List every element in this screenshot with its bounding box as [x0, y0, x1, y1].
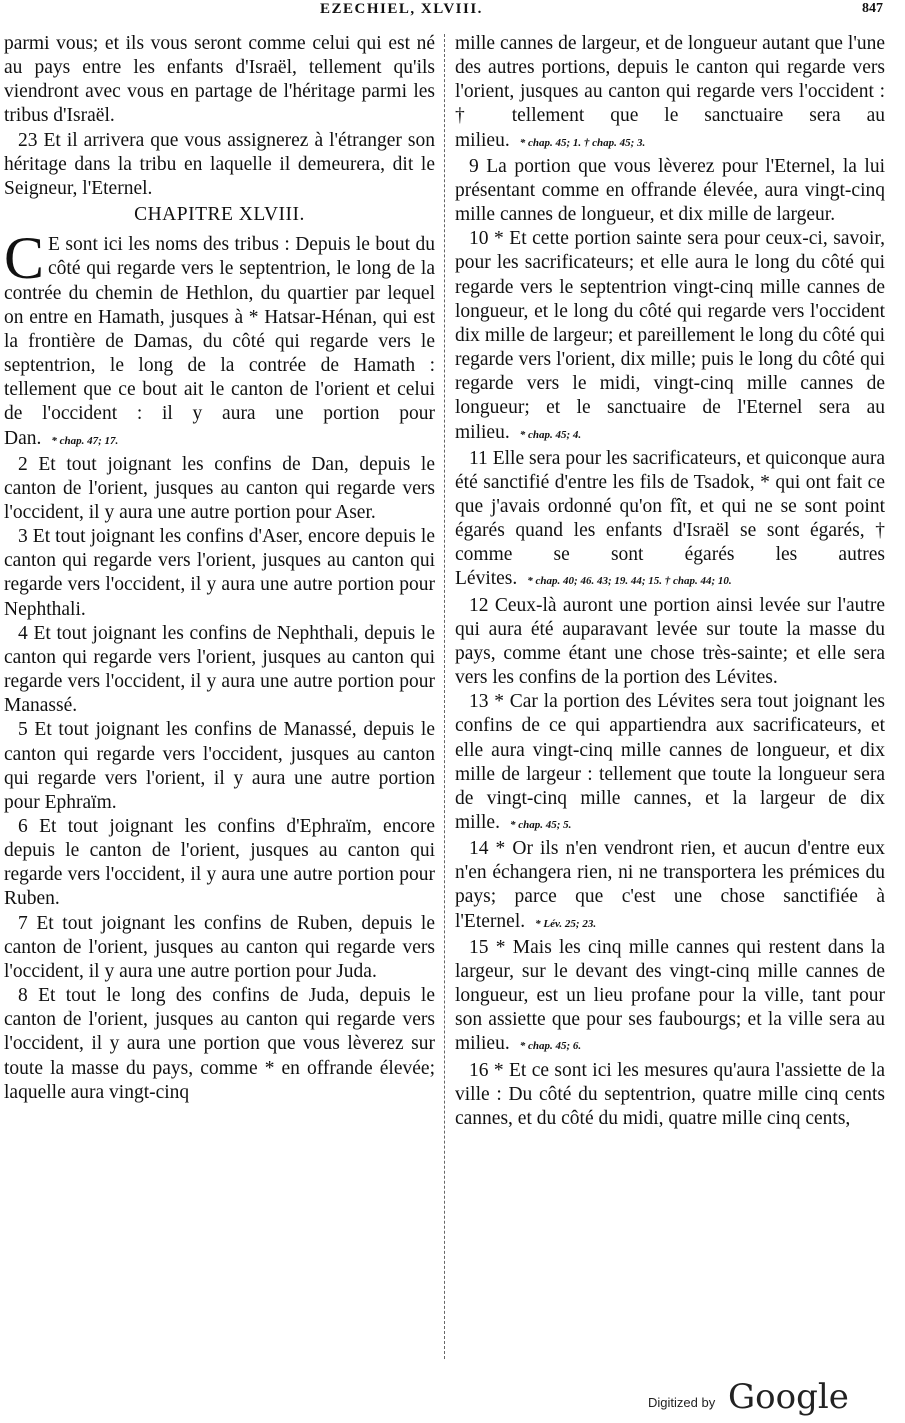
- verse-11: [455, 447, 885, 594]
- verse-12: 12 Ceux-là auront une portion ainsi levée sur l'autre qui aura été auparavant levée sur toute la masse du pays, comme étant une chose très-sainte; et elle sera vers les confins de la portion des Lévites.: [455, 594, 885, 689]
- verse-14: [455, 837, 885, 936]
- verse-15-text: 15 * Mais les cinq mille cannes qui restent dans la largeur, sur le devant des vingt-cinq mille cannes de longueur, est un lieu profane pour la ville, tant pour son assiette que pour ses faubourgs; et la ville sera au milieu.: [455, 936, 885, 1055]
- drop-cap: C: [4, 225, 45, 292]
- cross-reference: * chap. 45; 4.: [519, 428, 582, 441]
- page-number: 847: [862, 1, 883, 16]
- running-head: [0, 0, 905, 24]
- verse-16: 16 * Et ce sont ici les mesures qu'aura l'assiette de la ville : Du côté du septentrion, quatre mille cinq cents cannes, et du côté du midi, quatre mille cinq cents,: [455, 1059, 885, 1129]
- left-column: [4, 32, 435, 1105]
- verse-8-cont-text: mille cannes de largeur, et de longueur autant que l'une des autres portions, depuis le canton qui regarde vers l'orient, jusques au canton qui regarde vers l'occident : † tellement que le sanctuaire sera au milieu.: [455, 33, 885, 151]
- verse-15: [455, 936, 885, 1059]
- google-logo: Google: [728, 1377, 849, 1417]
- verse-13: [455, 690, 885, 837]
- running-title: EZECHIEL, XLVIII.: [320, 1, 483, 17]
- verse-8: 8 Et tout le long des confins de Juda, depuis le canton de l'orient, jusques au canton qui regarde vers l'occident, il y aura une portion que vous lèverez sur toute la masse du pays, comme * en offrande élevée; laquelle aura vingt-cinq: [4, 985, 435, 1103]
- chapter-heading: CHAPITRE XLVIII.: [134, 204, 305, 226]
- digitized-by-label: Digitized by: [648, 1395, 716, 1410]
- verse-3: 3 Et tout joignant les confins d'Aser, encore depuis le canton qui regarde vers l'orient, jusques au canton qui regarde vers l'occident, il y aura une autre portion pour Nephthali.: [4, 526, 435, 620]
- verse-2: 2 Et tout joignant les confins de Dan, depuis le canton de l'orient, jusques au canton qui regarde vers l'occident, il y aura une autre portion pour Aser.: [4, 453, 435, 523]
- verse-1: [4, 225, 435, 452]
- verse-6: 6 Et tout joignant les confins d'Ephraïm, encore depuis le canton de l'orient, jusques au canton qui regarde vers l'occident, il y aura une autre portion pour Ruben.: [4, 816, 435, 910]
- verse-7: 7 Et tout joignant les confins de Ruben, depuis le canton de l'orient, jusques au canton qui regarde vers l'occident, il y aura une autre portion pour Juda.: [4, 912, 435, 982]
- cross-reference: * chap. 45; 6.: [519, 1040, 582, 1053]
- paragraph: parmi vous; et ils vous seront comme celui qui est né au pays entre les enfants d'Israël, tellement qu'ils viendront avec vous en partage de l'héritage parmi les tribus d'Israël.: [4, 33, 435, 127]
- column-divider: [444, 34, 445, 1359]
- cross-reference: * chap. 47; 17.: [51, 434, 119, 447]
- cross-reference: * chap. 45; 1. † chap. 45; 3.: [519, 136, 646, 149]
- verse-14-text: 14 * Or ils n'en vendront rien, et aucun d'entre eux n'en échangera rien, ni ne transportera les prémices du pays; parce que c'est une chose sanctifiée à l'Eternel.: [455, 838, 885, 932]
- verse-11-text: 11 Elle sera pour les sacrificateurs, et quiconque aura été sanctifié d'entre les fils de Tsadok, * qui ont fait ce que j'avais ordonné qu'on fît, et qui ne se sont point égarés quand les enfants d'Israël se sont égarés, † comme se sont égarés les autres Lévites.: [455, 447, 885, 590]
- cross-reference: * Lév. 25; 23.: [535, 917, 597, 930]
- verse-10-text: 10 * Et cette portion sainte sera pour ceux-ci, savoir, pour les sacrificateurs; et elle aura le long du côté qui regarde vers le septentrion vingt-cinq mille cannes de longueur, et le long du côté qui regarde vers l'occident dix mille de largeur; et pareillement le long du côté qui regarde vers l'orient, dix mille; puis le long du côté qui regarde vers le midi, vingt-cinq mille cannes de longueur; et le sanctuaire de l'Eternel sera au milieu.: [455, 228, 885, 443]
- verse-4: 4 Et tout joignant les confins de Nephthali, depuis le canton qui regarde vers l'orient, jusques au canton qui regarde vers l'occident, il y aura une autre portion pour Manassé.: [4, 622, 435, 717]
- verse-1-text: E sont ici les noms des tribus : Depuis le bout du côté qui regarde vers le septentrion, le long de la contrée du chemin de Hethlon, du quartier par lequel on entre en Hamath, jusques à * Hatsar-Hénan, qui est la frontière de Damas, du côté qui regarde vers le septentrion, le long de la contrée de Hamath : tellement que ce bout ait le canton de l'orient et celui de l'occident : il y aura une portion pour Dan.: [4, 234, 435, 449]
- right-column: [455, 32, 885, 1131]
- digitization-watermark: [648, 1377, 878, 1417]
- cross-reference: * chap. 45; 5.: [509, 819, 572, 831]
- verse-5: 5 Et tout joignant les confins de Manassé, depuis le canton qui regarde vers l'occident, jusques au canton qui regarde vers l'orient, il y aura une autre portion pour Ephraïm.: [4, 719, 435, 813]
- verse-23: 23 Et il arrivera que vous assignerez à l'étranger son héritage dans la tribu en laquelle il demeurera, dit le Seigneur, l'Eternel.: [4, 129, 435, 199]
- verse-9: 9 La portion que vous lèverez pour l'Eternel, la lui présentant comme en offrande élevée, aura vingt-cinq mille cannes de longueur, et dix mille de largeur.: [455, 155, 885, 226]
- cross-reference: * chap. 40; 46. 43; 19. 44; 15. † chap. 44; 10.: [527, 575, 732, 588]
- verse-10: [455, 227, 885, 446]
- verse-13-text: 13 * Car la portion des Lévites sera tout joignant les confins de ce qui appartiendra aux sacrificateurs, et elle aura vingt-cinq mille cannes de longueur, et dix mille de largeur : tellement que toute la longueur sera de vingt-cinq mille cannes, et la largeur de dix mille.: [455, 691, 885, 833]
- verse-8-continued: [455, 32, 885, 155]
